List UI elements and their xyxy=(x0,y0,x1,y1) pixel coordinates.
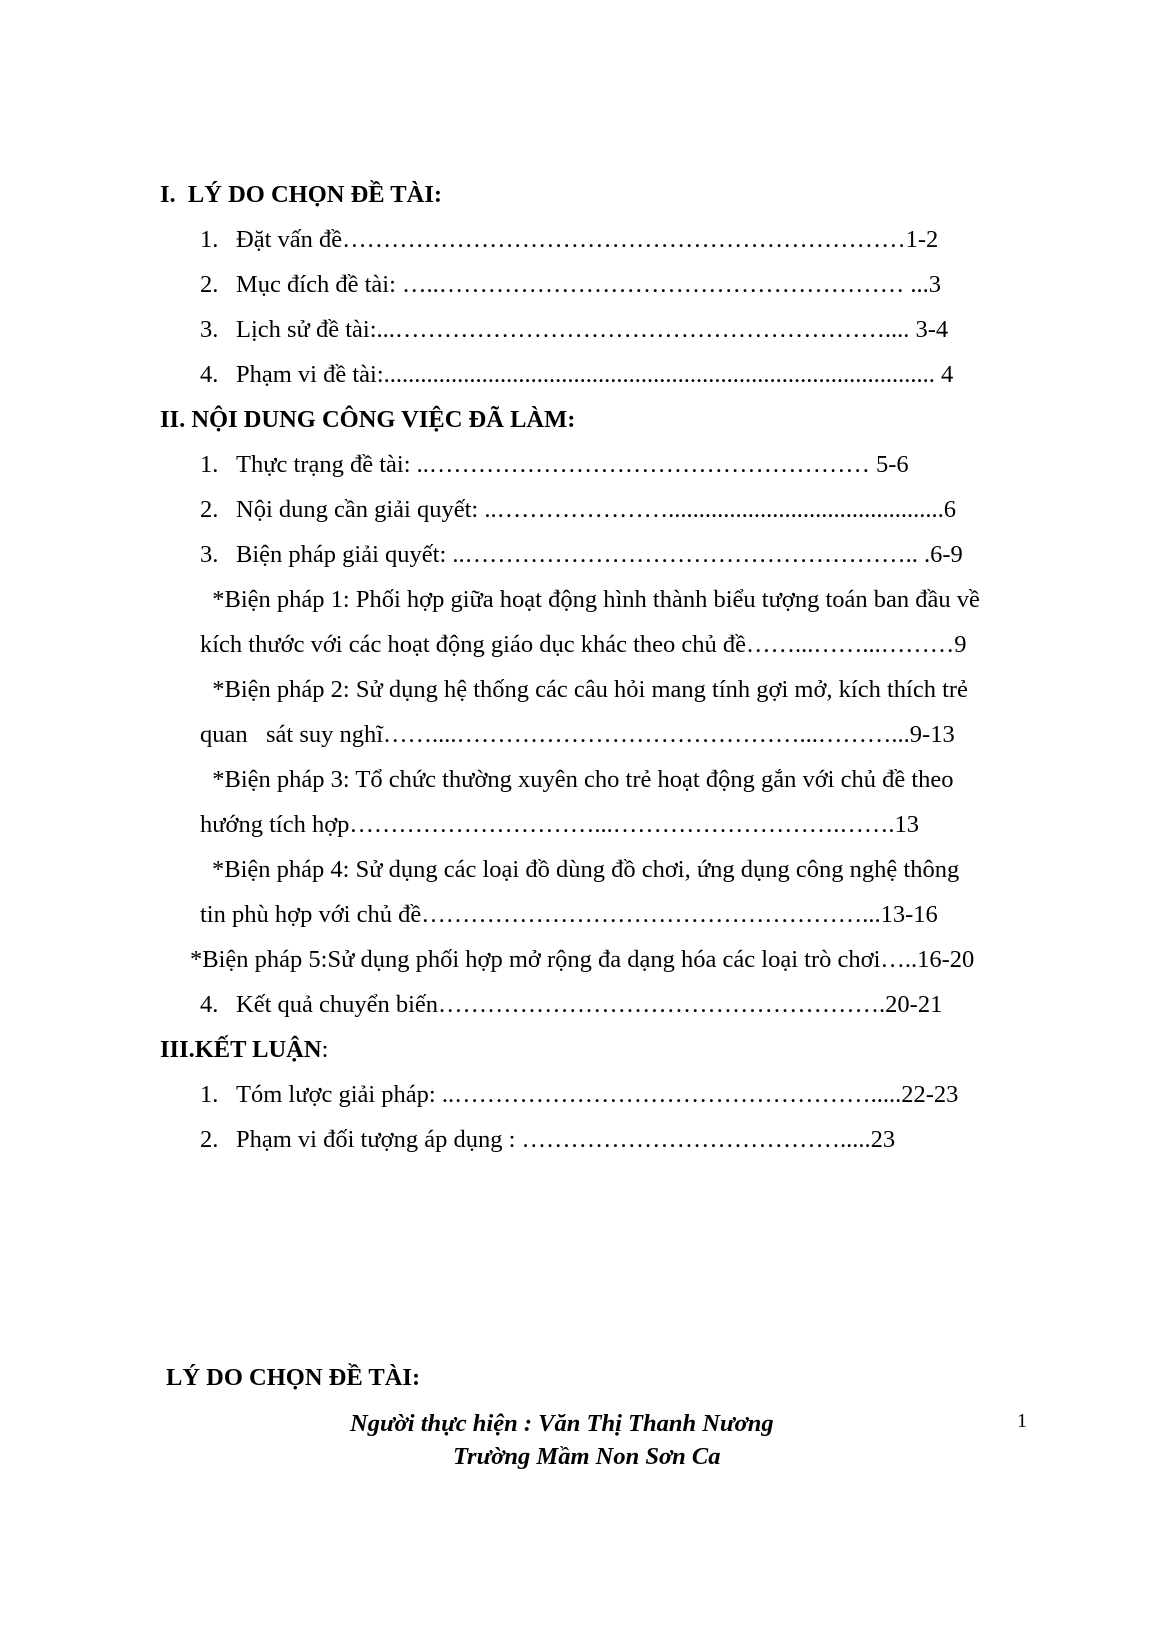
toc-entry xyxy=(200,360,1068,390)
toc-entry xyxy=(200,495,1068,525)
section-3-title-colon: : xyxy=(321,1036,329,1063)
toc-entry-number: 4. xyxy=(200,991,219,1018)
page-number: 1 xyxy=(1017,1410,1027,1432)
measure-line: kích thước với các hoạt động giáo dục khác theo chủ đề……...……...………9 xyxy=(200,631,967,658)
toc-entry xyxy=(200,315,1068,345)
section-3-title xyxy=(160,1035,328,1065)
toc-entry-number: 3. xyxy=(200,541,219,568)
section-3-title-bold: III.KẾT LUẬN xyxy=(160,1036,322,1063)
toc-entry-text: Phạm vi đề tài:.......................................................................................... 4 xyxy=(236,361,954,388)
toc-entry-text: Mục đích đề tài: …..………………………………………………… ...3 xyxy=(236,271,942,298)
toc-entry-text: Biện pháp giải quyết: ..……………………………………………….. .6-9 xyxy=(236,541,963,568)
toc-entry xyxy=(200,1080,1068,1110)
toc-entry-number: 1. xyxy=(200,1081,219,1108)
measure-line: *Biện pháp 3: Tổ chức thường xuyên cho trẻ hoạt động gắn với chủ đề theo xyxy=(200,766,954,793)
toc-entry xyxy=(200,540,1068,570)
toc-entry-number: 4. xyxy=(200,361,219,388)
section-2-title: II. NỘI DUNG CÔNG VIỆC ĐÃ LÀM: xyxy=(160,406,576,433)
toc-entry-text: Nội dung cần giải quyết: ..………………….............................................6 xyxy=(236,496,956,523)
toc-entry xyxy=(200,270,1068,300)
body-heading: LÝ DO CHỌN ĐỀ TÀI: xyxy=(166,1364,421,1391)
toc-entry-number: 2. xyxy=(200,271,219,298)
toc-entry xyxy=(200,1125,1068,1155)
toc-entry-text: Thực trạng đề tài: ..……………………………………………… 5-6 xyxy=(236,451,909,478)
toc-entry xyxy=(200,450,1068,480)
measure-line: quan sát suy nghĩ……....……………………………………...………...9-13 xyxy=(200,721,955,748)
toc-entry-number: 1. xyxy=(200,451,219,478)
section-1-title: I. LÝ DO CHỌN ĐỀ TÀI: xyxy=(160,181,443,208)
toc-entry xyxy=(200,990,1068,1020)
measure-line: *Biện pháp 4: Sử dụng các loại đồ dùng đồ chơi, ứng dụng công nghệ thông xyxy=(212,856,960,883)
measure-line: *Biện pháp 1: Phối hợp giữa hoạt động hình thành biểu tượng toán ban đầu về xyxy=(200,586,980,613)
toc-entry-text: Kết quả chuyển biến……………………………………………….20-21 xyxy=(236,991,943,1018)
toc-entry-text: Phạm vi đối tượng áp dụng : ………………………………….....23 xyxy=(236,1126,896,1153)
author-line: Người thực hiện : Văn Thị Thanh Nương xyxy=(350,1410,774,1437)
school-line: Trường Mầm Non Sơn Ca xyxy=(453,1443,721,1470)
toc-entry-number: 1. xyxy=(200,226,219,253)
toc-entry-text: Tóm lược giải pháp: ..…………………………………………….....22-23 xyxy=(236,1081,959,1108)
toc-entry-number: 2. xyxy=(200,496,219,523)
toc-entry-text: Lịch sử đề tài:...…………………………………………………….... 3-4 xyxy=(236,316,949,343)
measure-line: hướng tích hợp…………………………...……………………….…….13 xyxy=(200,811,920,838)
toc-entry-text: Đặt vấn đề……………………………………………………………1-2 xyxy=(236,226,939,253)
toc-entry xyxy=(200,225,1068,255)
measure-line: *Biện pháp 5:Sử dụng phối hợp mở rộng đa dạng hóa các loại trò chơi…..16-20 xyxy=(190,946,975,973)
toc-entry-number: 2. xyxy=(200,1126,219,1153)
measure-line: *Biện pháp 2: Sử dụng hệ thống các câu hỏi mang tính gợi mở, kích thích trẻ xyxy=(200,676,968,703)
toc-entry-number: 3. xyxy=(200,316,219,343)
measure-line: tin phù hợp với chủ đề………………………………………………...13-16 xyxy=(200,901,938,928)
